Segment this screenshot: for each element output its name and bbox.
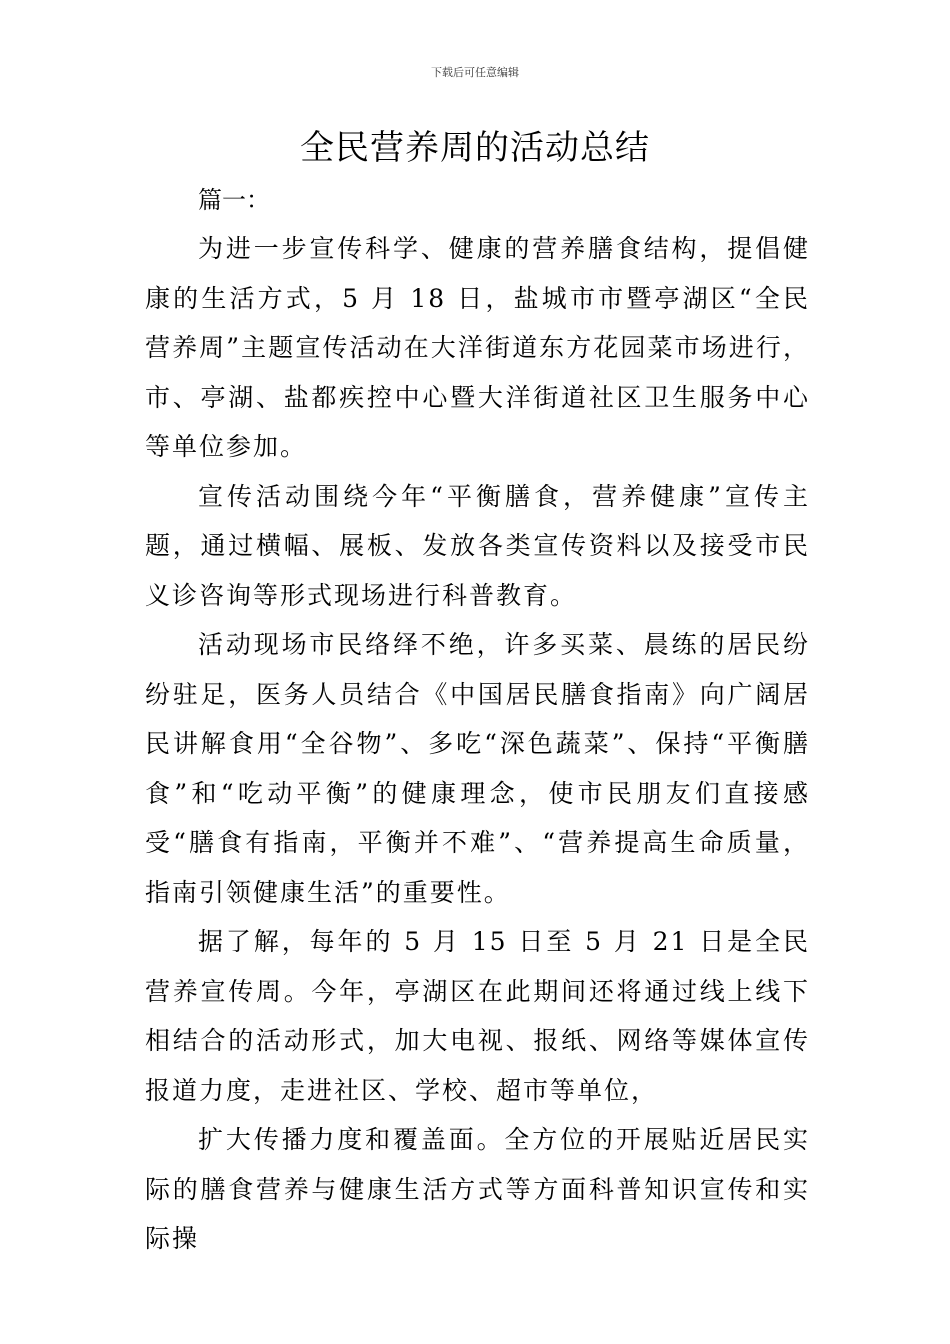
paragraph-5: 扩大传播力度和覆盖面。全方位的开展贴近居民实际的膳食营养与健康生活方式等方面科普知识宣传和实际操 bbox=[145, 1125, 810, 1253]
document-body bbox=[145, 224, 810, 1264]
paragraph-3: 活动现场市民络绎不绝，许多买菜、晨练的居民纷纷驻足，医务人员结合《中国居民膳食指南》向广阔居民讲解食用“全谷物”、多吃“深色蔬菜”、保持“平衡膳食”和“吃动平衡”的健康理念，使市民朋友们直接感受“膳食有指南，平衡并不难”、“营养提高生命质量，指南引领健康生活”的重要性。 bbox=[145, 630, 810, 907]
document-title: 全民营养周的活动总结 bbox=[300, 128, 650, 168]
section-label: 篇一： bbox=[198, 186, 270, 214]
header-note: 下载后可任意编辑 bbox=[431, 66, 519, 79]
paragraph-1: 为进一步宣传科学、健康的营养膳食结构，提倡健康的生活方式，5 月 18 日，盐城市市暨亭湖区“全民营养周”主题宣传活动在大洋街道东方花园菜市场进行，市、亭湖、盐都疾控中心暨大洋街道社区卫生服务中心等单位参加。 bbox=[145, 234, 810, 461]
paragraph-2: 宣传活动围绕今年“平衡膳食，营养健康”宣传主题，通过横幅、展板、发放各类宣传资料以及接受市民义诊咨询等形式现场进行科普教育。 bbox=[145, 481, 810, 610]
paragraph-4: 据了解，每年的 5 月 15 日至 5 月 21 日是全民营养宣传周。今年，亭湖区在此期间还将通过线上线下相结合的活动形式，加大电视、报纸、网络等媒体宣传报道力度，走进社区、学校、超市等单位， bbox=[145, 927, 810, 1105]
